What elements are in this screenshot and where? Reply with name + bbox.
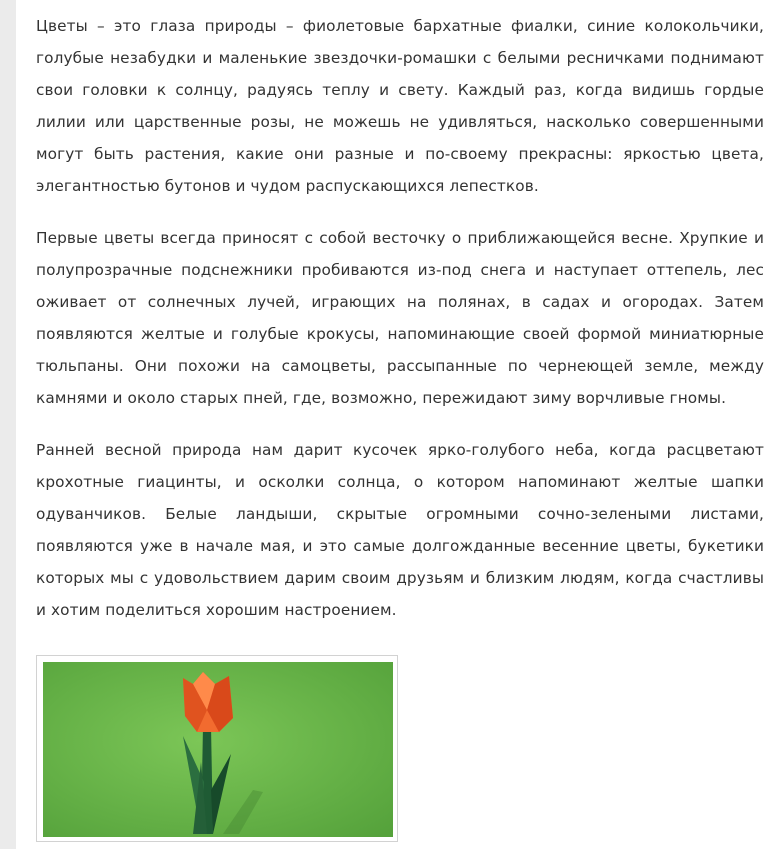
origami-tulip-image bbox=[43, 662, 393, 837]
paragraph-3: Ранней весной природа нам дарит кусочек ярко-голубого неба, когда расцветают крохотные гиацинты, и осколки солнца, о котором напоминают желтые шапки одуванчиков. Белые ландыши, скрытые огромными сочно-зелеными листами, появляются уже в начале мая, и это самые долгожданные весенние цветы, букетики которых мы с удовольствием дарим своим друзьям и близким людям, когда счастливы и хотим поделиться хорошим настроением. bbox=[36, 441, 764, 619]
paragraph-2: Первые цветы всегда приносят с собой весточку о приближающейся весне. Хрупкие и полупрозрачные подснежники пробиваются из-под снега и наступает оттепель, лес оживает от солнечных лучей, играющих на полянах, в садах и огородах. Затем появляются желтые и голубые крокусы, напоминающие своей формой миниатюрные тюльпаны. Они похожи на самоцветы, рассыпанные по чернеющей земле, между камнями и около старых пней, где, возможно, пережидают зиму ворчливые гномы. bbox=[36, 229, 764, 407]
origami-tulip-figure[interactable] bbox=[36, 655, 398, 842]
paragraph-1: Цветы – это глаза природы – фиолетовые бархатные фиалки, синие колокольчики, голубые незабудки и маленькие звездочки-ромашки с белыми ресничками поднимают свои головки к солнцу, радуясь теплу и свету. Каждый раз, когда видишь гордые лилии или царственные розы, не можешь не удивляться, насколько совершенными могут быть растения, какие они разные и по-своему прекрасны: яркостью цвета, элегантностью бутонов и чудом распускающихся лепестков. bbox=[36, 17, 764, 195]
left-gutter bbox=[0, 0, 16, 849]
article-body bbox=[36, 10, 764, 646]
